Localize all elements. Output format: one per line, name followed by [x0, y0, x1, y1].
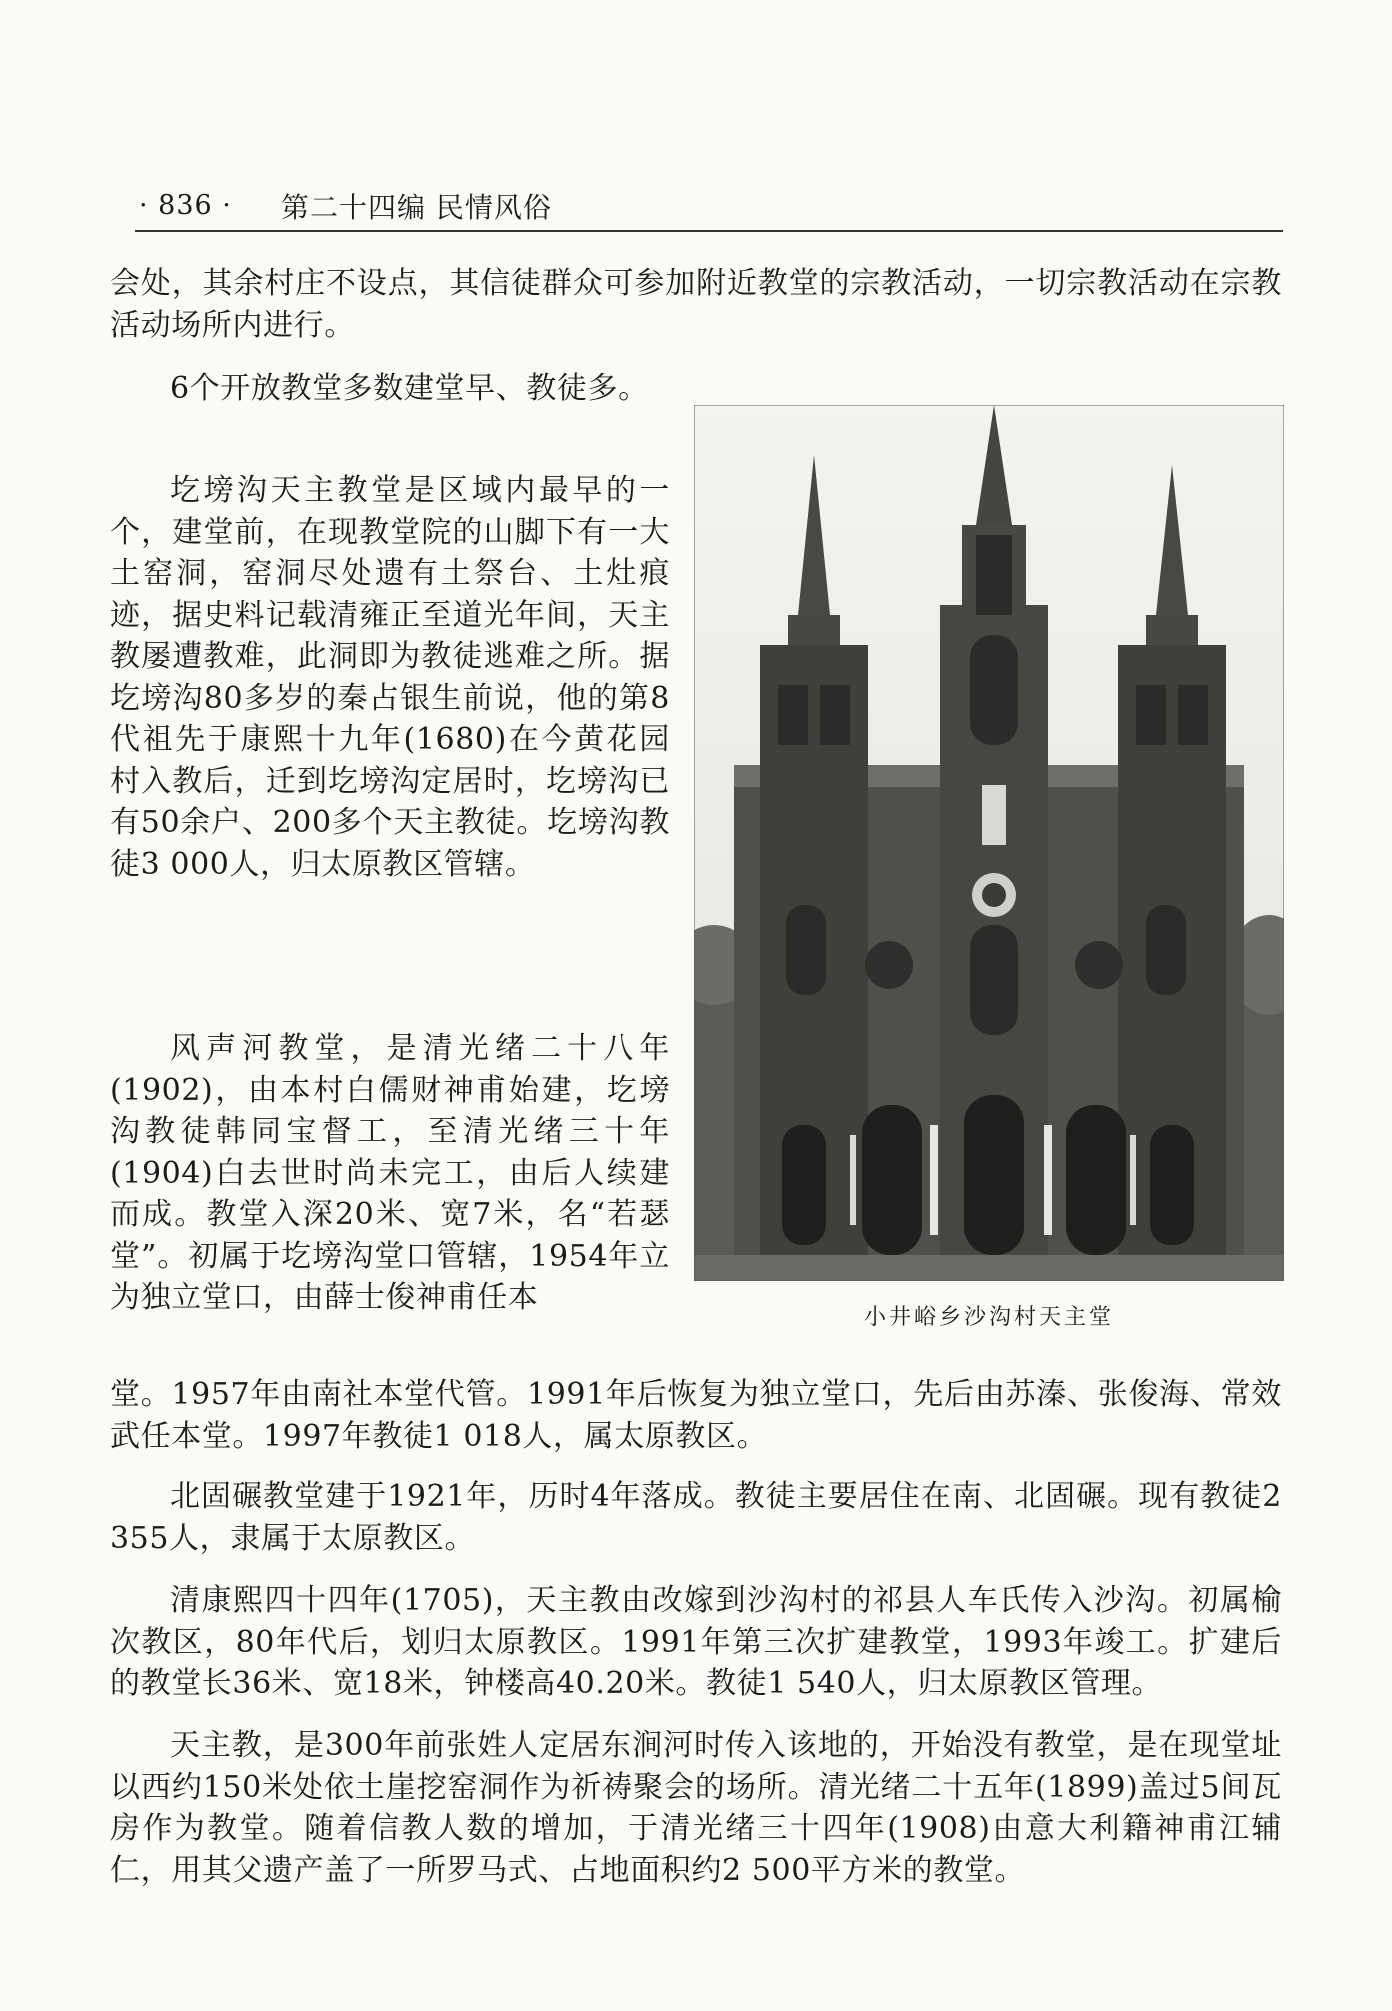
section-title: 第二十四编 民情风俗 [281, 191, 552, 224]
paragraph-fengshenghe-church-cont: 堂。1957年由南社本堂代管。1991年后恢复为独立堂口，先后由苏溱、张俊海、常效武任本堂。1997年教徒1 018人，属太原教区。 [110, 1377, 1282, 1454]
paragraph-beiguniang-church: 北固碾教堂建于1921年，历时4年落成。教徒主要居住在南、北固碾。现有教徒2 355人，隶属于太原教区。 [110, 1479, 1282, 1556]
page-number: · 836 · [139, 190, 232, 221]
photo-caption: 小井峪乡沙沟村天主堂 [863, 1305, 1114, 1330]
running-header [135, 186, 1283, 232]
paragraph-fengshenghe-church: 风声河教堂，是清光绪二十八年(1902)，由本村白儒财神甫始建，圪塝沟教徒韩同宝督工，至清光绪三十年(1904)白去世时尚未完工，由后人续建而成。教堂入深20米、宽7米，名“若瑟堂”。初属于圪塝沟堂口管辖，1954年立为独立堂口，由薛士俊神甫任本 [110, 1031, 670, 1315]
paragraph-getanggou-church: 圪塝沟天主教堂是区域内最早的一个，建堂前，在现教堂院的山脚下有一大土窑洞，窑洞尽处遗有土祭台、土灶痕迹，据史料记载清雍正至道光年间，天主教屡遭教难，此洞即为教徒逃难之所。据圪塝沟80多岁的秦占银生前说，他的第8代祖先于康熙十九年(1680)在今黄花园村入教后，迁到圪塝沟定居时，圪塝沟已有50余户、200多个天主教徒。圪塝沟教徒3 000人，归太原教区管辖。 [110, 473, 670, 882]
paragraph-dongjianhe-church: 天主教，是300年前张姓人定居东涧河时传入该地的，开始没有教堂，是在现堂址以西约150米处依土崖挖窑洞作为祈祷聚会的场所。清光绪二十五年(1899)盖过5间瓦房作为教堂。随着信教人数的增加，于清光绪三十四年(1908)由意大利籍神甫江辅仁，用其父遗产盖了一所罗马式、占地面积约2 500平方米的教堂。 [110, 1728, 1282, 1888]
paragraph-open-churches: 6个开放教堂多数建堂早、教徒多。 [170, 371, 649, 406]
paragraph-continuation: 会处，其余村庄不设点，其信徒群众可参加附近教堂的宗教活动，一切宗教活动在宗教活动场所内进行。 [110, 266, 1282, 343]
paragraph-shagou-church: 清康熙四十四年(1705)，天主教由改嫁到沙沟村的祁县人车氏传入沙沟。初属榆次教区，80年代后，划归太原教区。1991年第三次扩建教堂，1993年竣工。扩建后的教堂长36米、宽18米，钟楼高40.20米。教徒1 540人，归太原教区管理。 [110, 1583, 1282, 1701]
church-photo [694, 405, 1284, 1281]
